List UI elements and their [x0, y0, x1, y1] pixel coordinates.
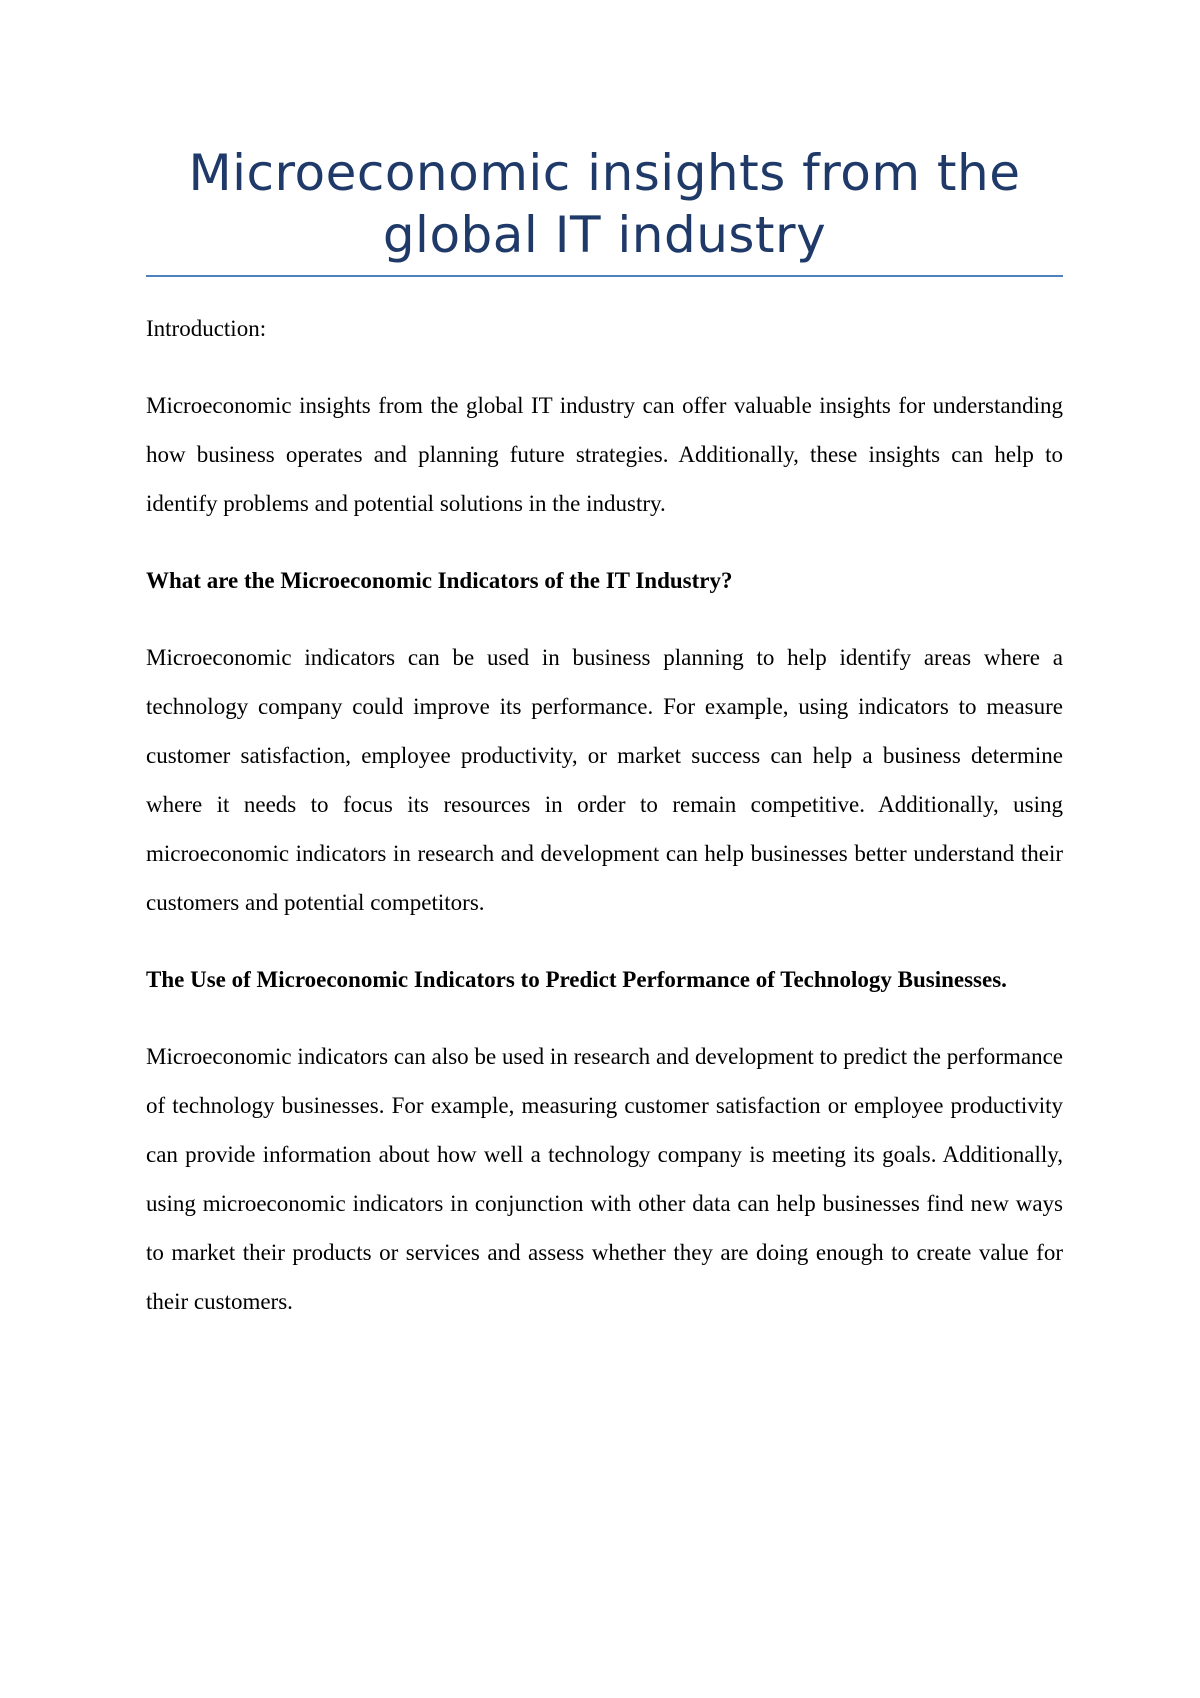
paragraph-introduction: Microeconomic insights from the global IT industry can offer valuable insights for understanding how business operates and planning future strategies. Additionally, these insights can help to identify problems and potential solutions in the industry. — [146, 393, 1063, 516]
title-divider — [146, 275, 1063, 277]
document-body — [146, 142, 1063, 1326]
paragraph-prediction: Microeconomic indicators can also be used in research and development to predict the performance of technology businesses. For example, measuring customer satisfaction or employee productivity can provide information about how well a technology company is meeting its goals. Additionally, using microeconomic indicators in conjunction with other data can help businesses find new ways to market their products or services and assess whether they are doing enough to create value for their customers. — [146, 1044, 1063, 1314]
section-heading-indicators: What are the Microeconomic Indicators of the IT Industry? — [146, 568, 733, 593]
section-heading-prediction: The Use of Microeconomic Indicators to Predict Performance of Technology Businesses. — [146, 967, 1007, 992]
document-title: Microeconomic insights from the global IT industry — [188, 144, 1021, 264]
paragraph-indicators: Microeconomic indicators can be used in business planning to help identify areas where a technology company could improve its performance. For example, using indicators to measure customer satisfaction, employee productivity, or market success can help a business determine where it needs to focus its resources in order to remain competitive. Additionally, using microeconomic indicators in research and development can help businesses better understand their customers and potential competitors. — [146, 645, 1063, 915]
introduction-label: Introduction: — [146, 316, 267, 341]
